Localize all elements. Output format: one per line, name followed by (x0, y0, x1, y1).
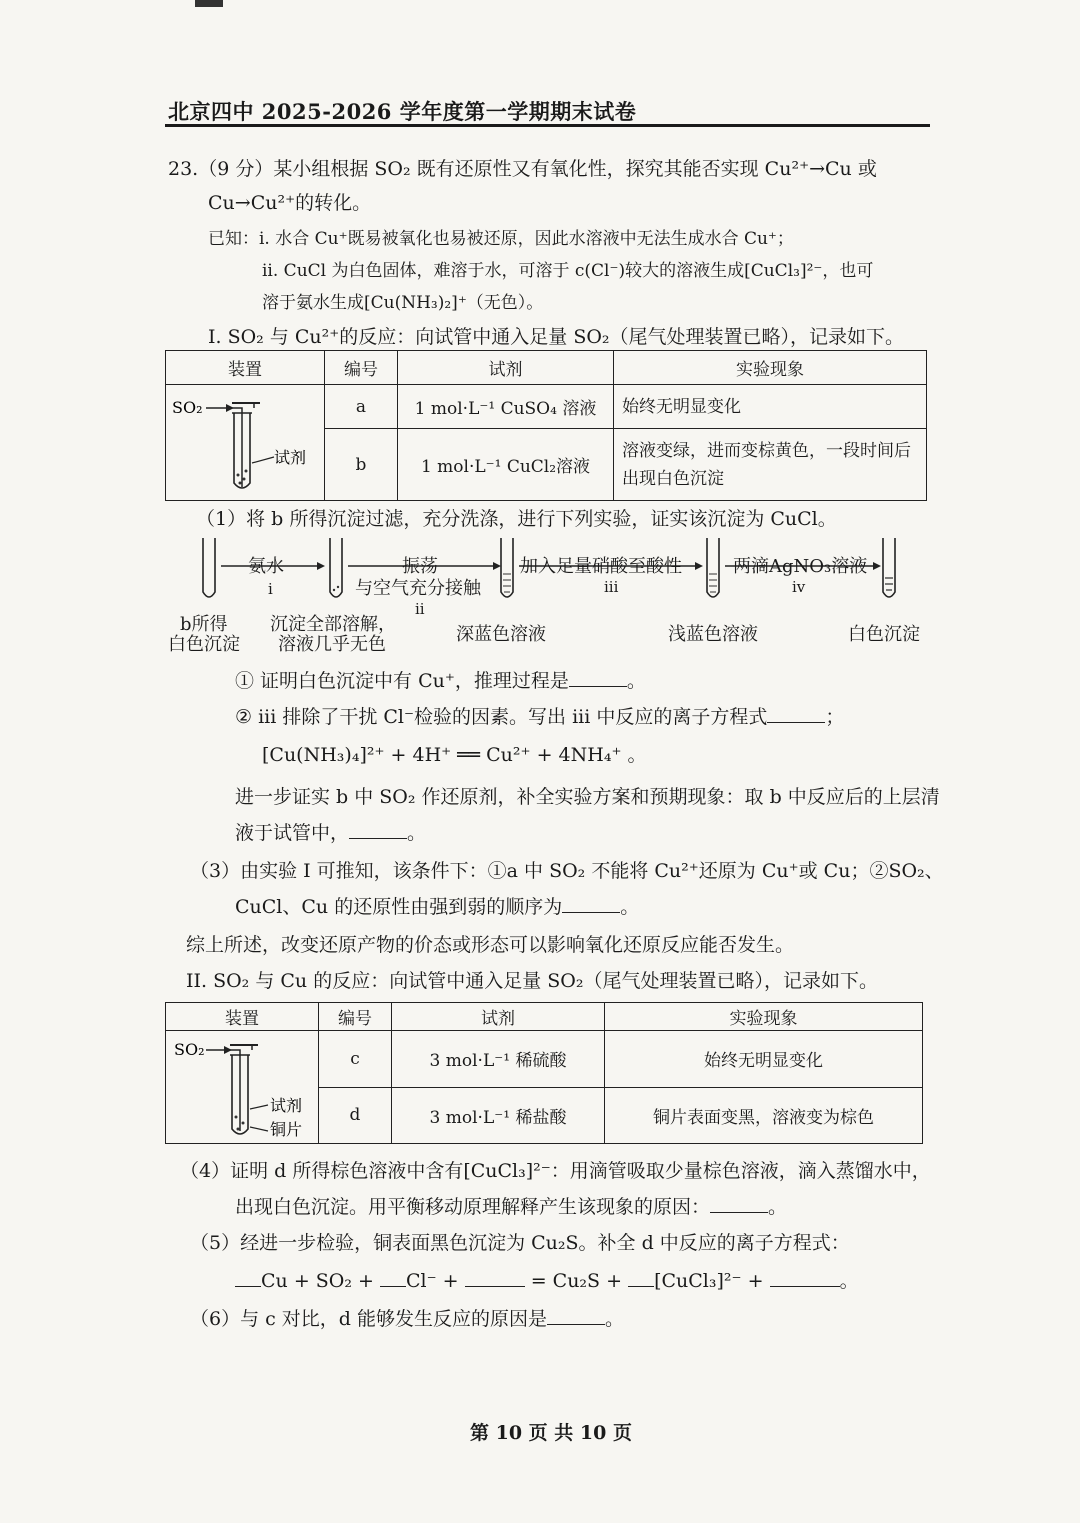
row-b-phenomenon: 溶液变绿，进而变棕黄色，一段时间后出现白色沉淀 (614, 429, 927, 501)
col-header-reagent-2: 试剂 (392, 1003, 605, 1031)
q4-line1: （4）证明 d 所得棕色溶液中含有[CuCl₃]²⁻：用滴管吸取少量棕色溶液，滴入蒸馏水中， (180, 1160, 931, 1182)
step-iii-reagent: 加入足量硝酸至酸性 (520, 556, 682, 577)
known-line1: 已知：i. 水合 Cu⁺既易被氧化也易被还原，因此水溶液中无法生成水合 Cu⁺； (208, 229, 794, 249)
row-a-reagent: 1 mol·L⁻¹ CuSO₄ 溶液 (398, 385, 614, 429)
q1-sub2: ② iii 排除了干扰 Cl⁻检验的因素。写出 iii 中反应的离子方程式 ； (235, 706, 845, 728)
species-blank-1[interactable] (465, 1270, 525, 1287)
flow-label-1a: b所得 (180, 614, 228, 635)
coef-blank-cucl3[interactable] (628, 1270, 654, 1287)
col-header-apparatus: 装置 (166, 351, 325, 385)
so2-label: SO₂ (172, 397, 203, 417)
experiment-table-1 (165, 350, 927, 501)
coef-blank-cu[interactable] (235, 1270, 261, 1287)
question-1: （1）将 b 所得沉淀过滤，充分洗涤，进行下列实验，证实该沉淀为 CuCl。 (196, 508, 837, 530)
flow-label-3: 深蓝色溶液 (456, 624, 546, 645)
q3-line2-text: CuCl、Cu 的还原性由强到弱的顺序为 (235, 896, 563, 918)
q2-line1: 进一步证实 b 中 SO₂ 作还原剂，补全实验方案和预期现象：取 b 中反应后的上层清 (235, 786, 940, 808)
tube-5-icon (883, 538, 895, 597)
tube-4-icon (707, 538, 719, 597)
page-footer: 第 10 页 共 10 页 (470, 1422, 632, 1444)
apparatus-cell-2 (166, 1031, 319, 1144)
answer-blank-3[interactable] (349, 822, 407, 839)
apparatus-cell-1 (166, 385, 325, 501)
reagent-label: 试剂 (274, 447, 307, 467)
flow-label-2b: 溶液几乎无色 (278, 634, 386, 655)
row-a-phenomenon: 始终无明显变化 (614, 385, 927, 429)
q5-equation: Cu + SO₂ + Cl⁻ + = Cu₂S + [CuCl₃]²⁻ + 。 (235, 1266, 859, 1293)
exam-header: 北京四中 2025-2026 学年度第一学期期末试卷 (168, 99, 637, 124)
species-blank-2[interactable] (770, 1270, 840, 1287)
q5-eq-d: [CuCl₃]²⁻ + (654, 1270, 764, 1292)
q3-line2: CuCl、Cu 的还原性由强到弱的顺序为 。 (235, 896, 640, 918)
test-tube-copper-icon (166, 1031, 316, 1143)
q6-line: （6）与 c 对比，d 能够发生反应的原因是 。 (190, 1308, 625, 1330)
step-ii-operation: 振荡 (402, 556, 438, 577)
part1-title: I. SO₂ 与 Cu²⁺的反应：向试管中通入足量 SO₂（尾气处理装置已略），记录如下。 (208, 326, 905, 348)
col-header-id: 编号 (325, 351, 398, 385)
col-header-phenomenon-2: 实验现象 (605, 1003, 923, 1031)
experiment-table-2 (165, 1002, 923, 1144)
q3-line1: （3）由实验 I 可推知，该条件下：①a 中 SO₂ 不能将 Cu²⁺还原为 Cu⁺或 Cu；②SO₂、 (190, 860, 944, 882)
step-ii-detail: 与空气充分接触 (355, 578, 481, 599)
q5-eq-a: Cu + SO₂ + (261, 1270, 374, 1292)
tube-2-icon (330, 538, 342, 597)
question-intro-line2: Cu→Cu²⁺的转化。 (208, 192, 372, 214)
q2-line2-text: 液于试管中， (235, 822, 350, 844)
row-c-id: c (319, 1031, 392, 1088)
step-i-label: i (268, 580, 273, 598)
so2-label-2: SO₂ (174, 1040, 205, 1059)
q4-line2-text: 出现白色沉淀。用平衡移动原理解释产生该现象的原因： (235, 1196, 711, 1218)
q5-eq-c: = Cu₂S + (530, 1270, 623, 1292)
col-header-id-2: 编号 (319, 1003, 392, 1031)
row-b-id: b (325, 429, 398, 501)
coef-blank-cl[interactable] (380, 1270, 406, 1287)
header-rule (165, 124, 930, 127)
q1-sub2-text: ② iii 排除了干扰 Cl⁻检验的因素。写出 iii 中反应的离子方程式 (235, 706, 768, 728)
row-d-id: d (319, 1087, 392, 1144)
step-iv-reagent: 两滴AgNO₃溶液 (733, 556, 868, 577)
q1-sub1-text: ① 证明白色沉淀中有 Cu⁺，推理过程是 (235, 670, 569, 692)
row-c-phenomenon: 始终无明显变化 (605, 1031, 923, 1088)
row-d-phenomenon: 铜片表面变黑，溶液变为棕色 (605, 1087, 923, 1144)
answer-blank-4[interactable] (562, 896, 620, 913)
col-header-apparatus-2: 装置 (166, 1003, 319, 1031)
q4-line2: 出现白色沉淀。用平衡移动原理解释产生该现象的原因： 。 (235, 1196, 788, 1218)
step-iv-label: iv (792, 578, 806, 596)
q1-equation: [Cu(NH₃)₄]²⁺ + 4H⁺ ══ Cu²⁺ + 4NH₄⁺ 。 (262, 744, 647, 766)
row-c-reagent: 3 mol·L⁻¹ 稀硫酸 (392, 1031, 605, 1088)
flow-label-1b: 白色沉淀 (168, 634, 240, 655)
answer-blank-6[interactable] (547, 1308, 605, 1325)
q2-line2: 液于试管中， 。 (235, 822, 427, 844)
q6-text: （6）与 c 对比，d 能够发生反应的原因是 (190, 1308, 548, 1330)
step-i-reagent: 氨水 (248, 556, 284, 577)
col-header-phenomenon: 实验现象 (614, 351, 927, 385)
copper-label: 铜片 (270, 1120, 303, 1139)
row-b-reagent: 1 mol·L⁻¹ CuCl₂溶液 (398, 429, 614, 501)
flow-label-4: 浅蓝色溶液 (668, 624, 758, 645)
answer-blank-2[interactable] (767, 706, 825, 723)
q1-sub1: ① 证明白色沉淀中有 Cu⁺，推理过程是 。 (235, 670, 646, 692)
tube-3-icon (501, 538, 513, 597)
known-line3: 溶于氨水生成[Cu(NH₃)₂]⁺（无色）。 (262, 293, 544, 313)
test-tube-apparatus-icon (166, 391, 322, 495)
answer-blank-1[interactable] (569, 670, 627, 687)
flow-label-5: 白色沉淀 (848, 624, 920, 645)
flow-label-2a: 沉淀全部溶解， (270, 614, 396, 635)
row-a-id: a (325, 385, 398, 429)
question-intro-line1: 23.（9 分）某小组根据 SO₂ 既有还原性又有氧化性，探究其能否实现 Cu²⁺→Cu 或 (168, 158, 877, 180)
q5-eq-b: Cl⁻ + (406, 1270, 459, 1292)
step-iii-label: iii (604, 578, 619, 596)
known-line2: ii. CuCl 为白色固体，难溶于水，可溶于 c(Cl⁻)较大的溶液生成[CuCl₃]²⁻，也可 (262, 261, 874, 281)
part2-title: II. SO₂ 与 Cu 的反应：向试管中通入足量 SO₂（尾气处理装置已略），记录如下。 (186, 970, 878, 992)
col-header-reagent: 试剂 (398, 351, 614, 385)
row-d-reagent: 3 mol·L⁻¹ 稀盐酸 (392, 1087, 605, 1144)
step-ii-label: ii (415, 600, 425, 618)
tube-1-icon (203, 538, 215, 597)
reagent-label-2: 试剂 (270, 1096, 303, 1115)
q5-line1: （5）经进一步检验，铜表面黑色沉淀为 Cu₂S。补全 d 中反应的离子方程式： (190, 1232, 850, 1254)
summary-line: 综上所述，改变还原产物的价态或形态可以影响氧化还原反应能否发生。 (186, 934, 795, 956)
scan-mark (195, 0, 223, 7)
answer-blank-5[interactable] (710, 1196, 768, 1213)
